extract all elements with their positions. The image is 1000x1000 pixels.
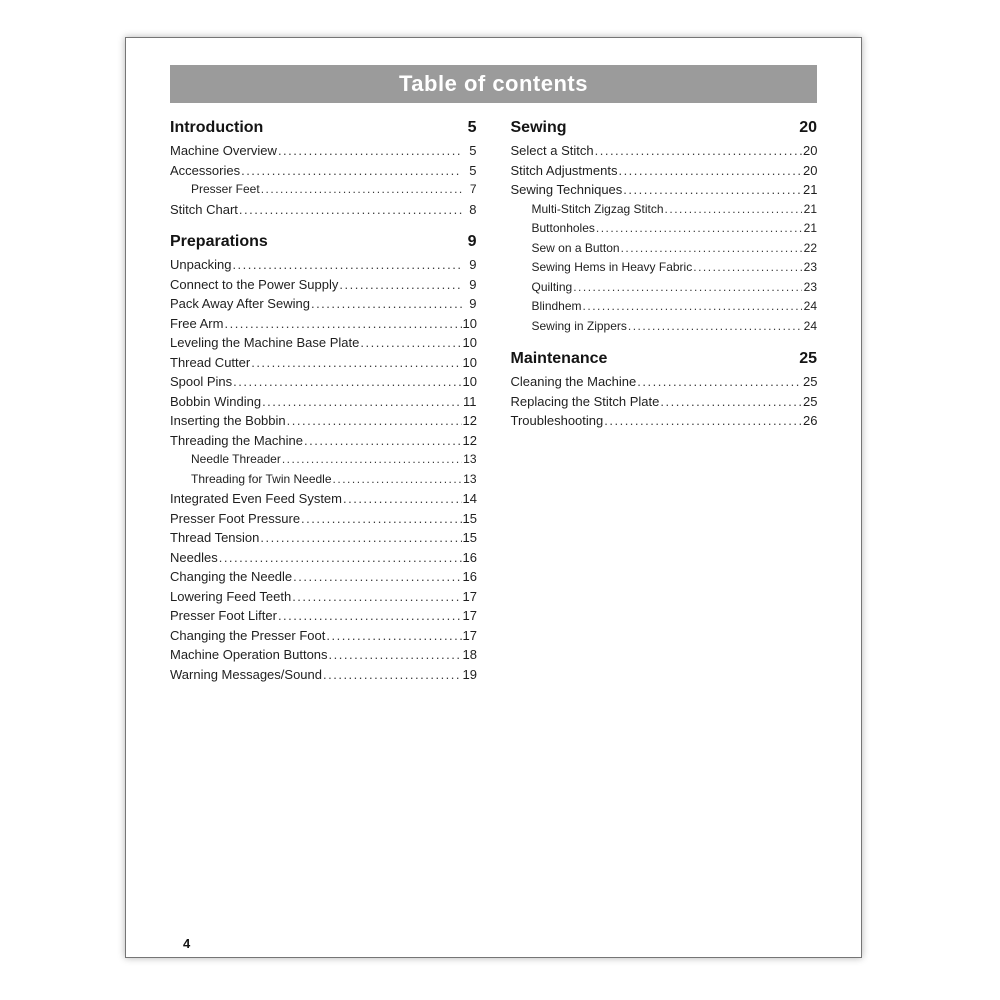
dot-leader — [239, 200, 462, 220]
entry-page-number: 21 — [803, 201, 817, 216]
entry-page-number: 18 — [462, 647, 477, 662]
entry-label: Sew on a Button — [531, 240, 620, 255]
dot-leader — [583, 297, 802, 317]
toc-entry — [170, 353, 477, 373]
dot-leader — [293, 567, 461, 587]
dot-leader — [233, 372, 461, 392]
manual-page — [125, 37, 862, 958]
toc-entry — [511, 411, 818, 431]
section-title: Introduction — [170, 119, 264, 136]
entry-label: Stitch Adjustments — [510, 162, 618, 178]
toc-entry — [511, 392, 818, 412]
entry-page-number: 17 — [462, 588, 477, 604]
entry-label: Quilting — [531, 279, 573, 294]
entry-label: Inserting the Bobbin — [170, 413, 286, 428]
dot-leader — [261, 180, 462, 200]
entry-page-number: 15 — [462, 510, 477, 526]
toc-columns — [126, 118, 861, 684]
entry-page-number: 26 — [803, 413, 818, 428]
entry-page-number: 16 — [462, 569, 477, 584]
toc-entry — [170, 431, 477, 451]
dot-leader — [637, 372, 802, 392]
section-title: Sewing — [510, 119, 567, 136]
toc-entry — [170, 411, 477, 431]
entry-label: Stitch Chart — [170, 201, 238, 217]
entry-page-number: 5 — [469, 143, 477, 158]
entry-page-number: 10 — [462, 354, 477, 370]
toc-subentry — [511, 200, 818, 220]
toc-entry — [170, 372, 477, 392]
toc-entry — [170, 333, 477, 353]
entry-label: Thread Tension — [170, 530, 260, 545]
entry-page-number: 22 — [803, 240, 817, 255]
entry-page-number: 12 — [462, 413, 477, 428]
toc-entry — [170, 314, 477, 334]
toc-entry — [170, 141, 477, 161]
entry-page-number: 9 — [469, 296, 477, 311]
dot-leader — [282, 450, 462, 470]
entry-page-number: 23 — [803, 279, 817, 294]
toc-entry — [170, 489, 477, 509]
toc-entry — [511, 372, 818, 392]
entry-label: Sewing Techniques — [510, 182, 623, 197]
toc-subentry — [170, 470, 477, 490]
entry-label: Threading for Twin Needle — [191, 471, 332, 486]
entry-page-number: 19 — [462, 666, 477, 682]
toc-entry — [170, 392, 477, 412]
toc-section-heading — [170, 118, 477, 138]
toc-entry — [170, 255, 477, 275]
dot-leader — [311, 294, 462, 314]
page-title: Table of contents — [399, 71, 588, 96]
entry-page-number: 9 — [469, 276, 477, 292]
entry-page-number: 9 — [469, 257, 477, 272]
dot-leader — [621, 239, 802, 259]
dot-leader — [262, 392, 461, 412]
entry-page-number: 10 — [462, 315, 477, 331]
dot-leader — [287, 411, 462, 431]
entry-label: Connect to the Power Supply — [170, 276, 339, 292]
entry-label: Accessories — [170, 162, 241, 178]
entry-label: Replacing the Stitch Plate — [510, 393, 660, 409]
entry-label: Cleaning the Machine — [510, 374, 637, 389]
entry-page-number: 17 — [462, 608, 477, 623]
entry-label: Presser Foot Lifter — [170, 608, 277, 623]
entry-page-number: 8 — [469, 201, 477, 217]
entry-page-number: 20 — [803, 162, 818, 178]
dot-leader — [604, 411, 802, 431]
dot-leader — [360, 333, 461, 353]
entry-label: Blindhem — [531, 299, 582, 313]
entry-label: Machine Operation Buttons — [170, 647, 328, 662]
entry-label: Integrated Even Feed System — [170, 491, 342, 506]
toc-subentry — [511, 297, 818, 317]
toc-subentry — [511, 278, 818, 298]
entry-page-number: 24 — [803, 318, 817, 333]
toc-subentry — [511, 239, 818, 259]
section-page-number: 9 — [467, 233, 477, 250]
toc-column-left — [170, 118, 477, 684]
toc-entry — [170, 665, 477, 685]
toc-subentry — [511, 219, 818, 239]
entry-label: Threading the Machine — [170, 432, 303, 448]
entry-page-number: 16 — [462, 549, 477, 565]
dot-leader — [278, 606, 462, 626]
entry-page-number: 23 — [803, 260, 817, 274]
dot-leader — [232, 255, 461, 275]
entry-page-number: 14 — [462, 491, 477, 506]
toc-column-right — [511, 118, 818, 684]
entry-page-number: 10 — [462, 374, 477, 389]
dot-leader — [219, 548, 462, 568]
dot-leader — [333, 470, 462, 490]
entry-page-number: 13 — [463, 452, 477, 466]
dot-leader — [251, 353, 461, 373]
toc-entry — [170, 528, 477, 548]
dot-leader — [693, 258, 802, 278]
dot-leader — [595, 141, 802, 161]
entry-label: Free Arm — [170, 315, 224, 331]
section-page-number: 25 — [799, 350, 817, 367]
toc-subentry — [511, 317, 818, 337]
section-page-number: 20 — [799, 119, 817, 136]
toc-entry — [170, 161, 477, 181]
dot-leader — [343, 489, 462, 509]
entry-page-number: 20 — [803, 143, 818, 158]
entry-label: Machine Overview — [170, 143, 277, 158]
toc-entry — [511, 161, 818, 181]
section-title: Maintenance — [510, 350, 608, 367]
dot-leader — [660, 392, 802, 412]
dot-leader — [260, 528, 461, 548]
toc-section-heading — [170, 232, 477, 252]
section-page-number: 5 — [467, 119, 477, 136]
dot-leader — [329, 645, 462, 665]
dot-leader — [618, 161, 802, 181]
entry-label: Changing the Presser Foot — [170, 627, 326, 643]
toc-subentry — [170, 180, 477, 200]
toc-entry — [511, 180, 818, 200]
dot-leader — [326, 626, 461, 646]
dot-leader — [628, 317, 802, 337]
entry-page-number: 10 — [462, 335, 477, 350]
entry-page-number: 11 — [463, 393, 477, 409]
entry-label: Pack Away After Sewing — [170, 296, 310, 311]
toc-entry — [170, 509, 477, 529]
entry-label: Spool Pins — [170, 374, 233, 389]
entry-label: Leveling the Machine Base Plate — [170, 335, 360, 350]
entry-label: Sewing Hems in Heavy Fabric — [531, 260, 693, 274]
toc-entry — [170, 200, 477, 220]
toc-entry — [170, 275, 477, 295]
entry-label: Needle Threader — [191, 452, 281, 466]
dot-leader — [278, 141, 462, 161]
toc-entry — [170, 606, 477, 626]
entry-label: Select a Stitch — [510, 143, 594, 158]
entry-label: Thread Cutter — [170, 354, 251, 370]
dot-leader — [323, 665, 462, 685]
entry-label: Sewing in Zippers — [531, 318, 627, 333]
dot-leader — [573, 278, 802, 298]
dot-leader — [301, 509, 461, 529]
toc-entry — [170, 548, 477, 568]
entry-page-number: 21 — [803, 221, 817, 235]
dot-leader — [623, 180, 802, 200]
title-bar — [170, 65, 817, 103]
entry-page-number: 15 — [462, 530, 477, 545]
dot-leader — [304, 431, 462, 451]
entry-page-number: 13 — [463, 471, 477, 486]
dot-leader — [596, 219, 802, 239]
entry-label: Presser Foot Pressure — [170, 510, 301, 526]
toc-section-heading — [511, 349, 818, 369]
toc-entry — [170, 567, 477, 587]
dot-leader — [292, 587, 461, 607]
toc-entry — [511, 141, 818, 161]
toc-subentry — [170, 450, 477, 470]
entry-page-number: 12 — [462, 432, 477, 448]
dot-leader — [339, 275, 461, 295]
entry-label: Needles — [170, 549, 218, 565]
toc-entry — [170, 587, 477, 607]
toc-subentry — [511, 258, 818, 278]
entry-page-number: 17 — [462, 627, 477, 643]
entry-page-number: 7 — [469, 182, 477, 196]
toc-entry — [170, 626, 477, 646]
footer-page-number: 4 — [183, 936, 191, 951]
entry-label: Bobbin Winding — [170, 393, 262, 409]
dot-leader — [665, 200, 802, 220]
entry-label: Unpacking — [170, 257, 232, 272]
entry-label: Troubleshooting — [510, 413, 604, 428]
entry-page-number: 24 — [803, 299, 817, 313]
entry-page-number: 25 — [803, 393, 818, 409]
dot-leader — [241, 161, 461, 181]
entry-page-number: 21 — [803, 182, 818, 197]
entry-page-number: 25 — [803, 374, 818, 389]
entry-label: Multi-Stitch Zigzag Stitch — [531, 201, 664, 216]
entry-label: Changing the Needle — [170, 569, 293, 584]
toc-section-heading — [511, 118, 818, 138]
section-title: Preparations — [170, 233, 268, 250]
dot-leader — [224, 314, 461, 334]
entry-label: Buttonholes — [531, 221, 595, 235]
toc-entry — [170, 294, 477, 314]
entry-label: Warning Messages/Sound — [170, 666, 322, 682]
entry-label: Lowering Feed Teeth — [170, 588, 292, 604]
entry-page-number: 5 — [469, 162, 477, 178]
entry-label: Presser Feet — [191, 182, 260, 196]
toc-entry — [170, 645, 477, 665]
